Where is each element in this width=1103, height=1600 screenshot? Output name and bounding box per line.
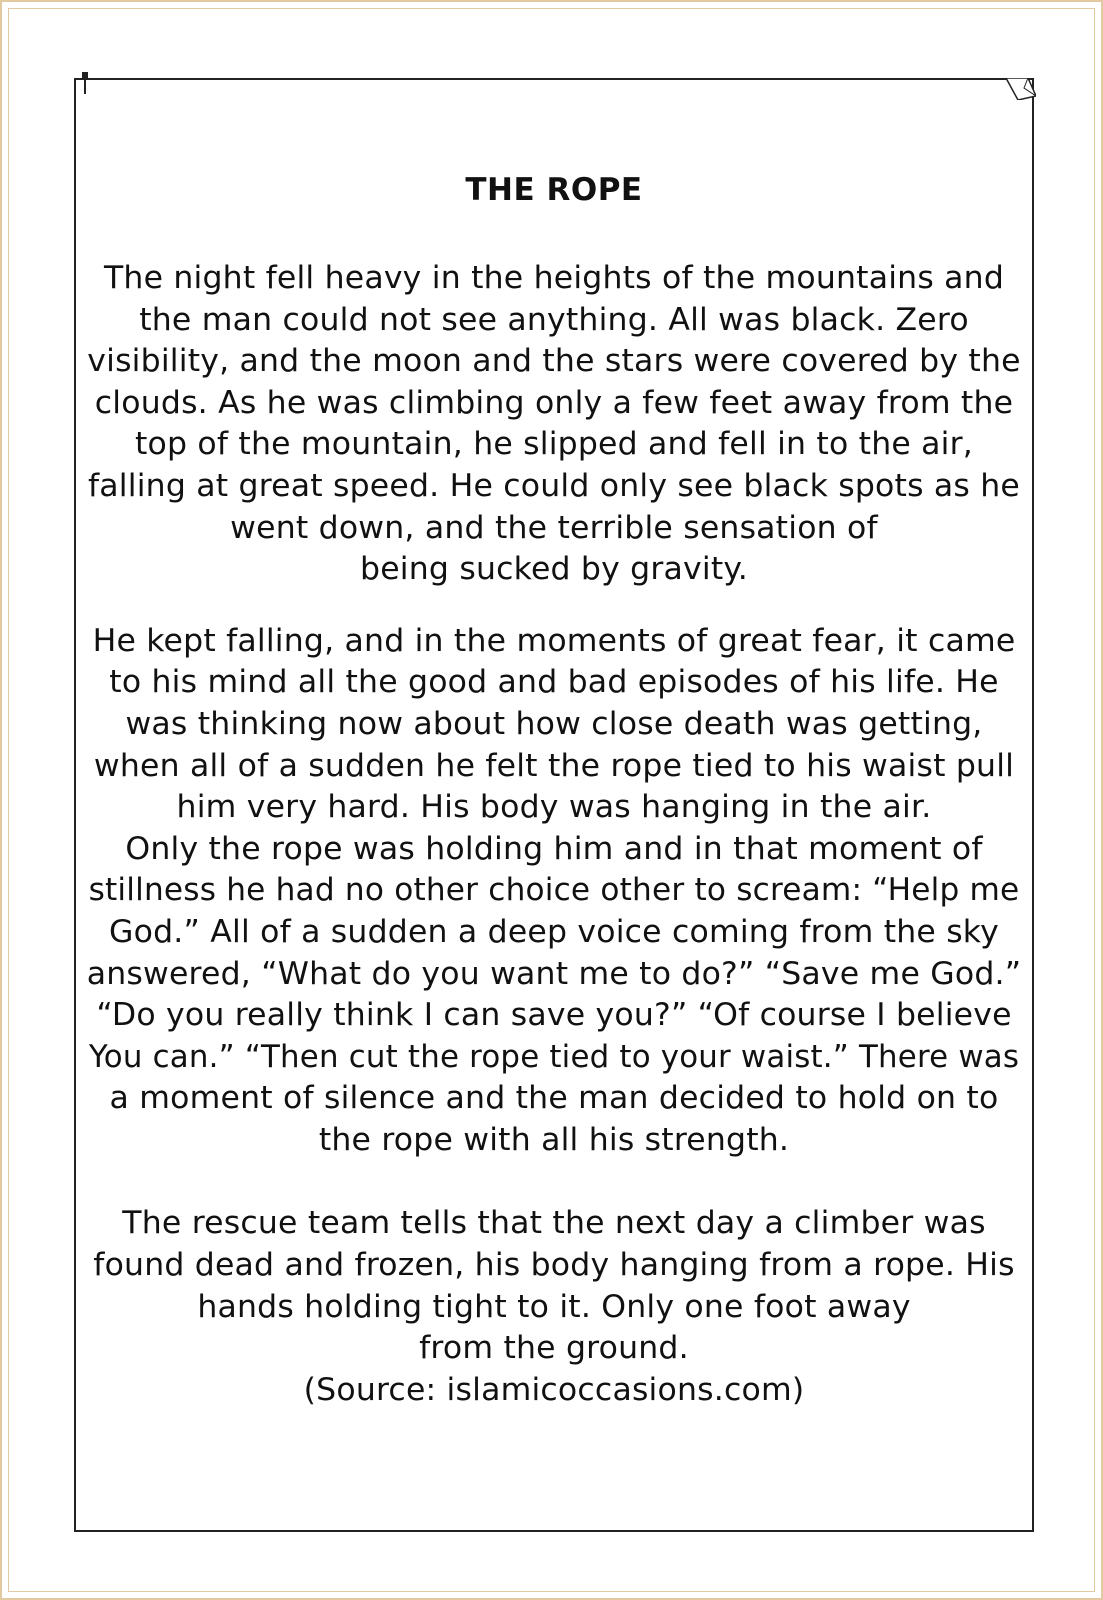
text-line: the rope with all his strength. (318, 1121, 790, 1158)
page-curl-icon (1006, 78, 1036, 100)
pushpin-icon (80, 72, 90, 94)
paragraph-3 (84, 1203, 1024, 1411)
paragraph-2 (84, 621, 1024, 1162)
text-line: “Do you really think I can save you?” “Of course I believe (96, 997, 1012, 1034)
text-line: being sucked by gravity. (360, 551, 748, 588)
text-line: from the ground. (419, 1330, 689, 1367)
text-line: stillness he had no other choice other to scream: “Help me (88, 872, 1020, 909)
text-line: top of the mountain, he slipped and fell in to the air, (135, 426, 973, 463)
text-line: the man could not see anything. All was black. Zero (139, 301, 969, 338)
text-line: visibility, and the moon and the stars were covered by the (87, 343, 1021, 380)
story-title: THE ROPE (465, 172, 643, 208)
paragraph-gap (84, 591, 1024, 621)
text-line: to his mind all the good and bad episodes of his life. He (109, 664, 999, 701)
source-line: (Source: islamicoccasions.com) (303, 1371, 805, 1408)
text-line: He kept falling, and in the moments of great fear, it came (92, 622, 1016, 659)
text-line: Only the rope was holding him and in that moment of (125, 830, 983, 867)
text-line: falling at great speed. He could only see black spots as he (88, 467, 1020, 504)
paragraph-gap (84, 1161, 1024, 1203)
text-line: God.” All of a sudden a deep voice coming from the sky (109, 913, 999, 950)
text-line: hands holding tight to it. Only one foot away (197, 1288, 911, 1325)
text-line: found dead and frozen, his body hanging from a rope. His (93, 1247, 1015, 1284)
story (84, 170, 1024, 1411)
paragraph-1 (84, 258, 1024, 591)
text-line: him very hard. His body was hanging in the air. (176, 789, 932, 826)
text-line: answered, “What do you want me to do?” “Save me God.” (86, 955, 1022, 992)
text-line: was thinking now about how close death was getting, (125, 705, 983, 742)
text-line: The rescue team tells that the next day a climber was (122, 1205, 986, 1242)
text-line: went down, and the terrible sensation of (230, 509, 878, 546)
text-line: The night fell heavy in the heights of the mountains and (103, 260, 1005, 296)
text-line: when all of a sudden he felt the rope tied to his waist pull (93, 747, 1015, 784)
text-line: clouds. As he was climbing only a few feet away from the (94, 384, 1014, 421)
text-line: a moment of silence and the man decided to hold on to (109, 1080, 999, 1117)
text-line: You can.” “Then cut the rope tied to your waist.” There was (88, 1038, 1020, 1075)
